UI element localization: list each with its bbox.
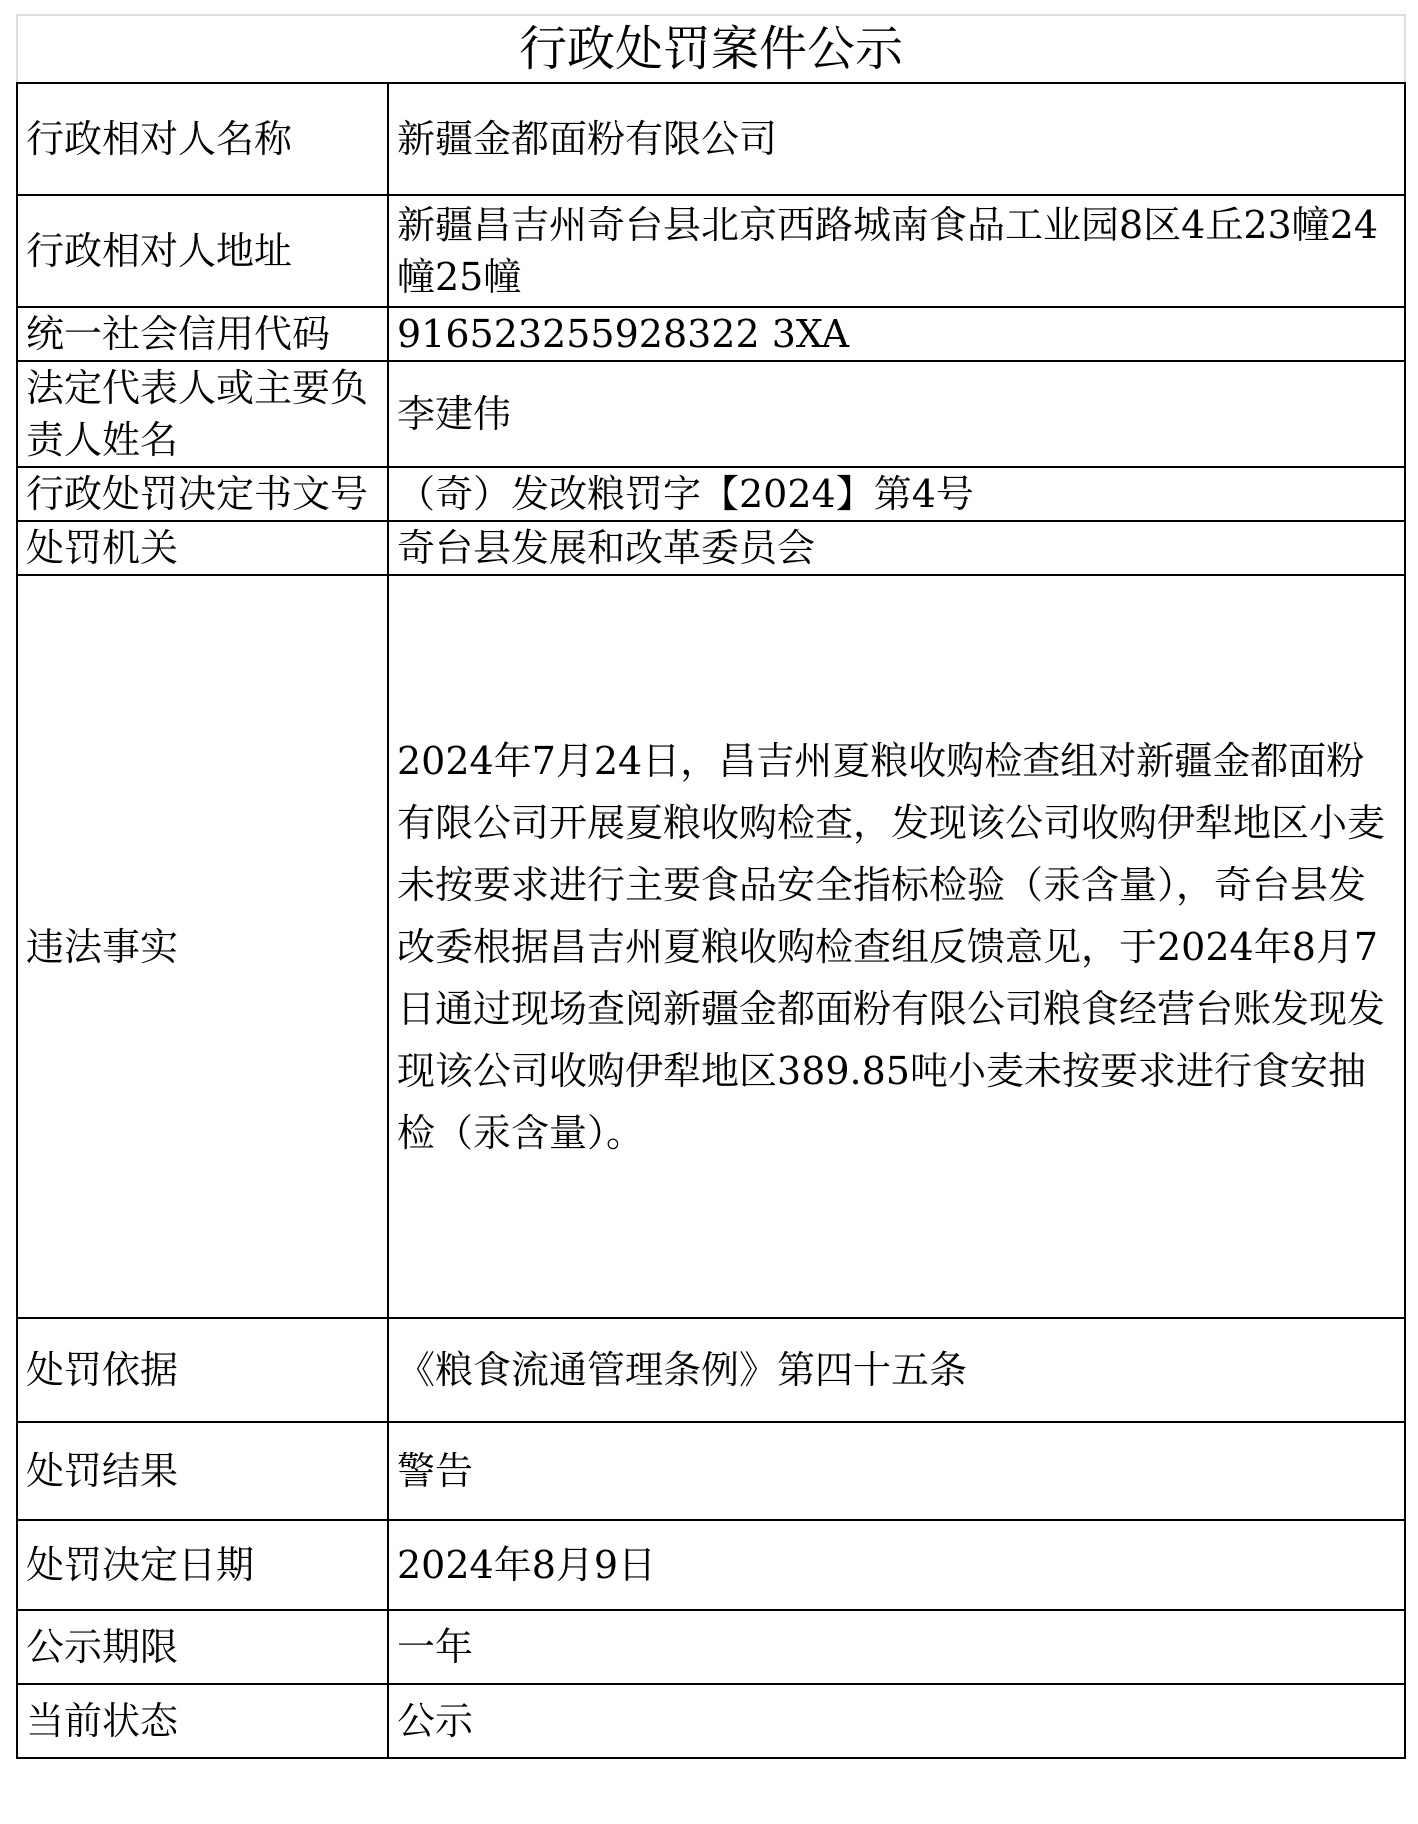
row-value: （奇）发改粮罚字【2024】第4号 (388, 467, 1405, 521)
table-row (17, 361, 1405, 467)
table-row (17, 1318, 1405, 1422)
penalty-notice-table (16, 14, 1406, 1759)
table-row (17, 467, 1405, 521)
table-row (17, 1422, 1405, 1520)
row-value: 李建伟 (388, 361, 1405, 467)
row-label: 违法事实 (17, 575, 388, 1318)
row-label: 当前状态 (17, 1684, 388, 1758)
row-label: 处罚机关 (17, 521, 388, 575)
row-value: 一年 (388, 1610, 1405, 1684)
table-row (17, 521, 1405, 575)
row-value: 《粮食流通管理条例》第四十五条 (388, 1318, 1405, 1422)
penalty-notice-sheet (16, 14, 1404, 1808)
row-label: 统一社会信用代码 (17, 307, 388, 361)
row-value: 2024年7月24日，昌吉州夏粮收购检查组对新疆金都面粉有限公司开展夏粮收购检查，发现该公司收购伊犁地区小麦未按要求进行主要食品安全指标检验（汞含量），奇台县发改委根据昌吉州夏粮收购检查组反馈意见，于2024年8月7日通过现场查阅新疆金都面粉有限公司粮食经营台账发现发现该公司收购伊犁地区389.85吨小麦未按要求进行食安抽检（汞含量）。 (388, 575, 1405, 1318)
row-value: 新疆金都面粉有限公司 (388, 83, 1405, 195)
table-row (17, 1520, 1405, 1610)
row-label: 处罚决定日期 (17, 1520, 388, 1610)
row-label: 行政相对人名称 (17, 83, 388, 195)
row-value: 新疆昌吉州奇台县北京西路城南食品工业园8区4丘23幢24幢25幢 (388, 195, 1405, 307)
table-row (17, 1610, 1405, 1684)
row-label: 行政相对人地址 (17, 195, 388, 307)
row-label: 行政处罚决定书文号 (17, 467, 388, 521)
table-row (17, 1684, 1405, 1758)
row-value: 奇台县发展和改革委员会 (388, 521, 1405, 575)
table-row (17, 83, 1405, 195)
row-value: 公示 (388, 1684, 1405, 1758)
title-row (17, 15, 1405, 83)
table-row (17, 307, 1405, 361)
row-label: 处罚依据 (17, 1318, 388, 1422)
page-title: 行政处罚案件公示 (17, 15, 1405, 83)
table-row (17, 575, 1405, 1318)
row-label: 法定代表人或主要负责人姓名 (17, 361, 388, 467)
row-value: 2024年8月9日 (388, 1520, 1405, 1610)
row-label: 公示期限 (17, 1610, 388, 1684)
row-value: 916523255928322 3XA (388, 307, 1405, 361)
row-value: 警告 (388, 1422, 1405, 1520)
table-row (17, 195, 1405, 307)
row-label: 处罚结果 (17, 1422, 388, 1520)
